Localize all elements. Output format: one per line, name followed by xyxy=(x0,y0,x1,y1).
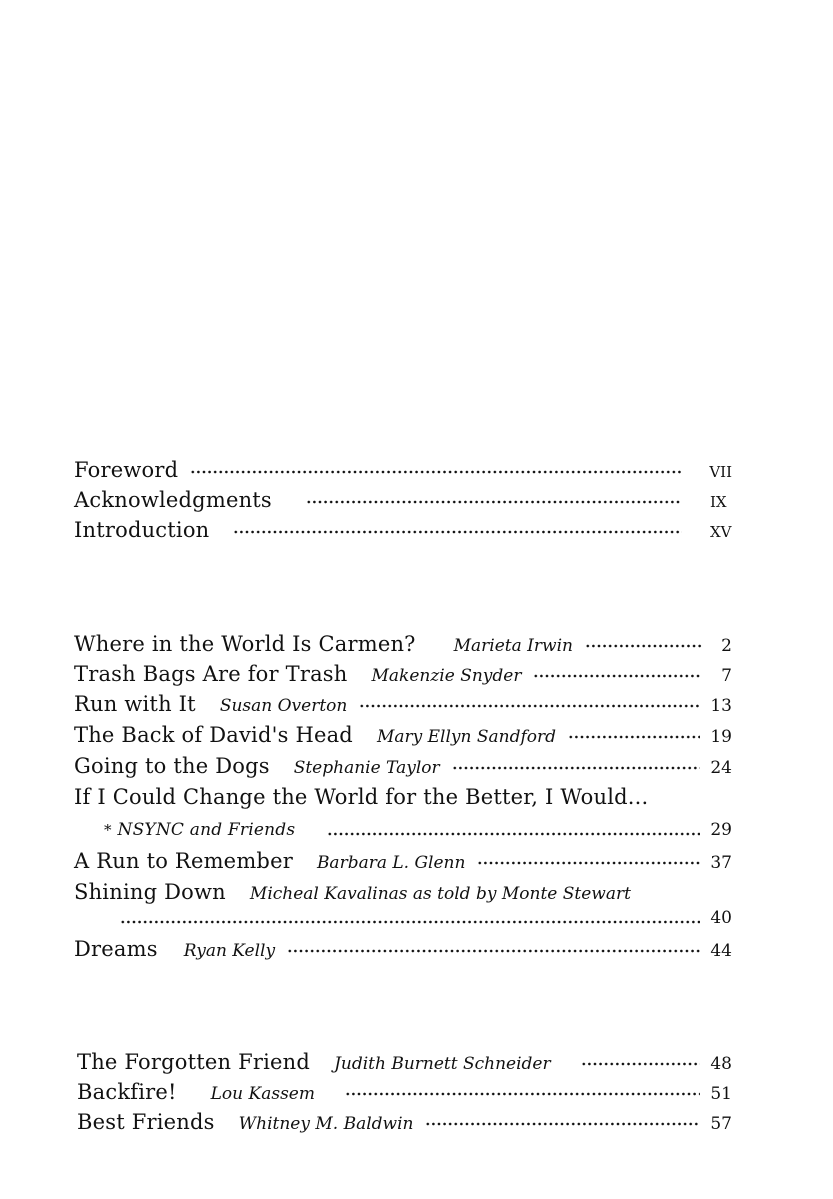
dot-leader xyxy=(190,469,681,475)
entry-page: 51 xyxy=(710,1084,732,1104)
entry-author: Mary Ellyn Sandford xyxy=(376,727,557,747)
toc-entry-foreword[interactable] xyxy=(74,458,732,486)
entry-title: Best Friends xyxy=(77,1110,215,1134)
entry-author: Barbara L. Glenn xyxy=(316,853,466,873)
entry-title: Acknowledgments xyxy=(74,488,272,512)
entry-title: Introduction xyxy=(74,518,210,542)
dot-leader xyxy=(233,529,682,535)
dot-leader xyxy=(477,860,700,866)
entry-author: Ryan Kelly xyxy=(183,941,276,961)
toc-entry[interactable] xyxy=(74,723,732,751)
toc-entry-title-line[interactable] xyxy=(74,880,732,908)
entry-author: Whitney M. Baldwin xyxy=(238,1114,414,1134)
toc-entry[interactable] xyxy=(74,849,732,877)
entry-title: Run with It xyxy=(74,692,196,716)
toc-entry-title-line[interactable] xyxy=(74,785,732,813)
dot-leader xyxy=(287,948,700,954)
entry-page: VII xyxy=(709,463,732,481)
toc-entry[interactable] xyxy=(74,662,732,690)
toc-entry-introduction[interactable] xyxy=(74,518,732,546)
dot-leader xyxy=(568,734,700,740)
dot-leader xyxy=(585,643,702,649)
entry-page: 7 xyxy=(721,666,732,686)
entry-title: Going to the Dogs xyxy=(74,754,270,778)
entry-author: Lou Kassem xyxy=(210,1084,315,1104)
toc-entry[interactable] xyxy=(77,1110,732,1138)
dot-leader xyxy=(533,673,702,679)
toc-entry-acknowledgments[interactable] xyxy=(74,488,732,516)
toc-entry[interactable] xyxy=(74,692,732,720)
entry-author: Micheal Kavalinas as told by Monte Stewart xyxy=(249,884,631,904)
toc-entry-subline[interactable] xyxy=(104,820,732,848)
dot-leader xyxy=(359,703,700,709)
entry-page: 37 xyxy=(710,853,732,873)
toc-entry[interactable] xyxy=(74,632,732,660)
entry-page: 44 xyxy=(710,941,732,961)
entry-page: 2 xyxy=(721,636,732,656)
entry-author: Marieta Irwin xyxy=(453,636,573,656)
entry-page: XV xyxy=(710,523,732,541)
entry-title: A Run to Remember xyxy=(74,849,293,873)
dot-leader xyxy=(345,1091,700,1097)
dot-leader xyxy=(327,831,700,837)
entry-author: Susan Overton xyxy=(219,696,348,716)
entry-page: 48 xyxy=(710,1054,732,1074)
dot-leader xyxy=(581,1061,701,1067)
toc-entry-subline[interactable] xyxy=(120,908,732,936)
entry-page: IX xyxy=(710,493,727,511)
entry-page: 19 xyxy=(710,727,732,747)
dot-leader xyxy=(120,919,700,925)
toc-entry[interactable] xyxy=(77,1050,732,1078)
entry-page: 40 xyxy=(710,908,732,928)
entry-title: Trash Bags Are for Trash xyxy=(74,662,348,686)
asterisk-bullet: * xyxy=(104,821,112,839)
entry-page: 57 xyxy=(710,1114,732,1134)
toc-entry[interactable] xyxy=(74,937,732,965)
dot-leader xyxy=(425,1121,700,1127)
entry-title: Dreams xyxy=(74,937,158,961)
entry-title: Shining Down xyxy=(74,880,226,904)
entry-author: Makenzie Snyder xyxy=(371,666,522,686)
entry-author: Stephanie Taylor xyxy=(293,758,440,778)
toc-entry[interactable] xyxy=(74,754,732,782)
entry-title: Foreword xyxy=(74,458,179,482)
dot-leader xyxy=(306,499,682,505)
entry-page: 24 xyxy=(710,758,732,778)
entry-title: The Back of David's Head xyxy=(74,723,353,747)
entry-title: The Forgotten Friend xyxy=(77,1050,311,1074)
entry-page: 29 xyxy=(710,820,732,840)
entry-author: NSYNC and Friends xyxy=(117,820,296,840)
entry-title: Where in the World Is Carmen? xyxy=(74,632,416,656)
dot-leader xyxy=(452,765,701,771)
toc-entry[interactable] xyxy=(77,1080,732,1108)
entry-author: Judith Burnett Schneider xyxy=(334,1054,551,1074)
entry-title: If I Could Change the World for the Better, I Would... xyxy=(74,785,649,809)
entry-title: Backfire! xyxy=(77,1080,177,1104)
entry-page: 13 xyxy=(710,696,732,716)
